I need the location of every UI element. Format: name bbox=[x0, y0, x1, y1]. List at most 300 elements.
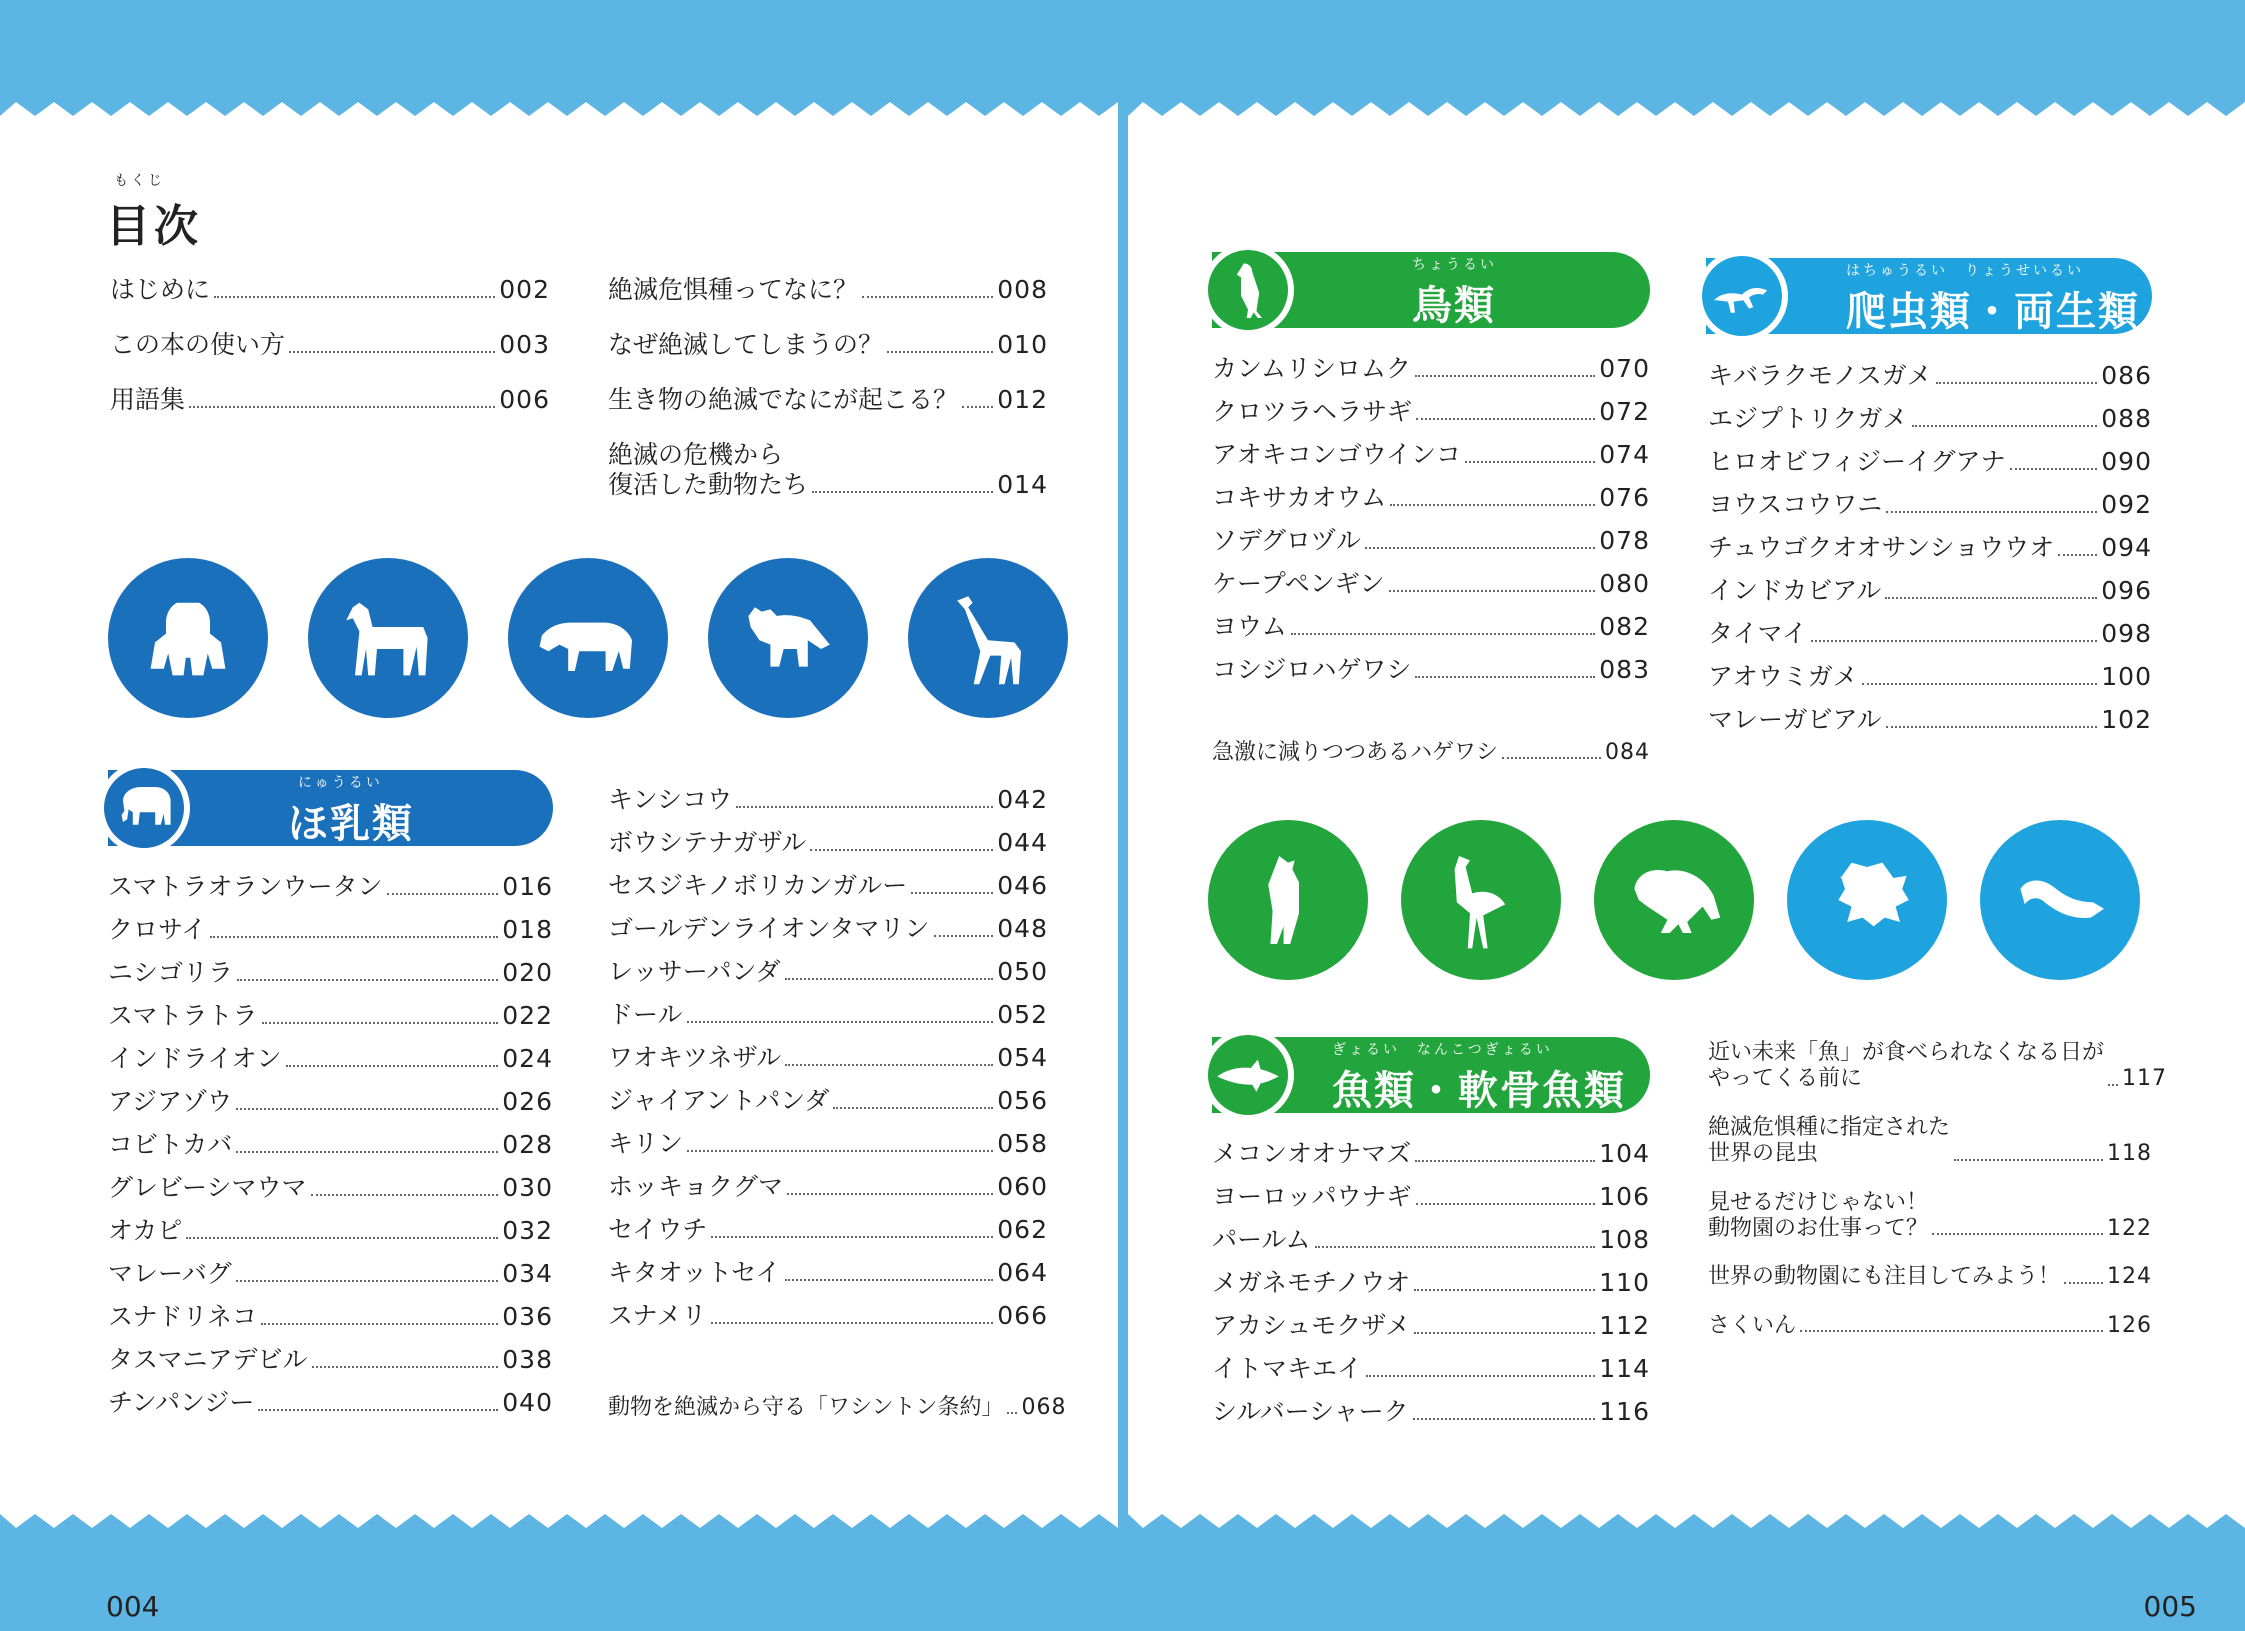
toc-item-page: 034 bbox=[502, 1259, 553, 1288]
dot-leader bbox=[711, 1236, 993, 1238]
toc-item-title: グレビーシマウマ bbox=[108, 1173, 307, 1202]
salamander-icon bbox=[1980, 820, 2140, 980]
top-wave-border bbox=[0, 0, 1118, 140]
toc-item-page: 002 bbox=[499, 275, 550, 304]
toc-item[interactable] bbox=[1212, 1182, 1650, 1212]
toc-item-page: 056 bbox=[997, 1086, 1048, 1115]
toc-item-page: 006 bbox=[499, 385, 550, 414]
toc-item[interactable] bbox=[1212, 655, 1650, 685]
dot-leader bbox=[887, 351, 993, 353]
toc-item-title: ヨーロッパウナギ bbox=[1212, 1182, 1412, 1211]
toc-item-title: インドカビアル bbox=[1708, 576, 1882, 605]
toc-item[interactable] bbox=[1212, 612, 1650, 642]
fish-title: 魚類・軟骨魚類 bbox=[1332, 1068, 1626, 1114]
toc-item-title: 生き物の絶滅でなにが起こる？ bbox=[608, 385, 959, 414]
dot-leader bbox=[1886, 511, 2097, 513]
toc-item-title bbox=[1708, 1040, 2104, 1093]
toc-item[interactable] bbox=[1212, 569, 1650, 599]
toc-item-page: 058 bbox=[997, 1129, 1048, 1158]
toc-item-title: スマトラトラ bbox=[108, 1001, 258, 1030]
toc-item[interactable] bbox=[1212, 1397, 1650, 1427]
toc-item[interactable] bbox=[108, 872, 553, 902]
dot-leader bbox=[186, 1237, 498, 1239]
toc-item-page: 048 bbox=[997, 914, 1048, 943]
toc-item[interactable] bbox=[1212, 483, 1650, 513]
toc-item-page: 026 bbox=[502, 1087, 553, 1116]
toc-item[interactable] bbox=[108, 1001, 553, 1031]
toc-item[interactable] bbox=[608, 275, 1048, 305]
toc-item[interactable] bbox=[608, 1258, 1048, 1288]
reptiles-title: 爬虫類・両生類 bbox=[1846, 289, 2140, 335]
dot-leader bbox=[1389, 590, 1596, 592]
toc-item-title-line2: 世界の昆虫 bbox=[1708, 1141, 1819, 1167]
toc-item-title: ドール bbox=[608, 1000, 683, 1029]
dot-leader bbox=[1811, 640, 2097, 642]
toc-item-page: 098 bbox=[2101, 619, 2152, 648]
toc-item-title-line2: やってくる前に bbox=[1708, 1066, 1863, 1092]
toc-item-page: 078 bbox=[1599, 526, 1650, 555]
page-number-left: 004 bbox=[106, 1590, 160, 1623]
giraffe-icon bbox=[908, 558, 1068, 718]
toc-item-page: 082 bbox=[1599, 612, 1650, 641]
toc-item[interactable] bbox=[1212, 1268, 1650, 1298]
toc-item-title: カンムリシロムク bbox=[1212, 354, 1412, 383]
toc-item[interactable] bbox=[608, 785, 1048, 815]
dot-leader bbox=[1390, 504, 1595, 506]
toc-item[interactable] bbox=[108, 1345, 553, 1375]
toc-item-title: アカシュモクザメ bbox=[1212, 1311, 1411, 1340]
toc-item[interactable] bbox=[1708, 619, 2152, 649]
toc-item[interactable] bbox=[1708, 576, 2152, 606]
toc-item-title: アオウミガメ bbox=[1708, 662, 1858, 691]
toc-item-page: 012 bbox=[997, 385, 1048, 414]
toc-item-title: ケープペンギン bbox=[1212, 569, 1385, 598]
toc-item-title: パールム bbox=[1212, 1225, 1311, 1254]
birds-title: 鳥類 bbox=[1412, 283, 1496, 329]
right-page bbox=[1128, 0, 2245, 1631]
reptiles-list bbox=[1708, 361, 2152, 748]
toc-item[interactable] bbox=[608, 1043, 1048, 1073]
dot-leader bbox=[833, 1107, 993, 1109]
toc-item-page: 068 bbox=[1021, 1395, 1067, 1420]
toc-item-title-line1: 見せるだけじゃない！ bbox=[1708, 1189, 1929, 1215]
toc-item-title: 絶滅危惧種ってなに？ bbox=[608, 275, 859, 304]
gorilla-icon bbox=[108, 558, 268, 718]
turtle-icon bbox=[1787, 820, 1947, 980]
toc-item[interactable] bbox=[108, 1044, 553, 1074]
toc-item-title bbox=[608, 440, 808, 500]
toc-item-title: ヨウスコウワニ bbox=[1708, 490, 1883, 519]
toc-item-page: 072 bbox=[1599, 397, 1650, 426]
toc-item-title: アジアゾウ bbox=[108, 1087, 233, 1116]
parrot-icon bbox=[1594, 820, 1754, 980]
toc-item-title: セスジキノボリカンガルー bbox=[608, 871, 908, 900]
toc-item-title: 用語集 bbox=[110, 385, 186, 414]
dot-leader bbox=[1862, 683, 2098, 685]
dot-leader bbox=[810, 849, 993, 851]
toc-item[interactable] bbox=[608, 914, 1048, 944]
bear-icon bbox=[708, 558, 868, 718]
toc-item[interactable] bbox=[608, 1172, 1048, 1202]
dot-leader bbox=[261, 1323, 498, 1325]
toc-item-title: タイマイ bbox=[1708, 619, 1808, 648]
toc-item-title bbox=[1708, 1115, 1950, 1168]
toc-item[interactable] bbox=[1708, 1040, 2168, 1093]
toc-item-page: 022 bbox=[502, 1001, 553, 1030]
toc-title-ruby: もくじ bbox=[114, 173, 165, 189]
toc-item-title: イトマキエイ bbox=[1212, 1354, 1363, 1383]
toc-item[interactable] bbox=[108, 1259, 553, 1289]
toc-item-title: メコンオオナマズ bbox=[1212, 1139, 1412, 1168]
toc-item-page: 054 bbox=[997, 1043, 1048, 1072]
toc-item-title: セイウチ bbox=[608, 1215, 708, 1244]
toc-item[interactable] bbox=[1708, 1313, 2152, 1339]
dot-leader bbox=[1315, 1246, 1596, 1248]
dot-leader bbox=[311, 1194, 499, 1196]
shark-icon bbox=[1202, 1029, 1294, 1121]
toc-item-page: 116 bbox=[1599, 1397, 1650, 1426]
page-number-right: 005 bbox=[2143, 1590, 2197, 1623]
elephant-icon bbox=[98, 762, 190, 854]
toc-item-title: マレーガビアル bbox=[1708, 705, 1882, 734]
toc-title bbox=[106, 170, 202, 254]
crane-icon bbox=[1401, 820, 1561, 980]
toc-item-page: 076 bbox=[1599, 483, 1650, 512]
dot-leader bbox=[189, 406, 495, 408]
toc-item[interactable] bbox=[1708, 662, 2152, 692]
toc-item-title: インドライオン bbox=[108, 1044, 282, 1073]
toc-item[interactable] bbox=[1212, 397, 1650, 427]
toc-item[interactable] bbox=[1708, 361, 2152, 391]
toc-item-title: ヨウム bbox=[1212, 612, 1287, 641]
fish-ruby: ぎょるい なんこつぎょるい bbox=[1332, 1042, 1553, 1058]
toc-item[interactable] bbox=[608, 330, 1048, 360]
toc-item[interactable] bbox=[608, 957, 1048, 987]
toc-item-title: キリン bbox=[608, 1129, 684, 1158]
toc-item[interactable] bbox=[108, 1216, 553, 1246]
toc-item-page: 010 bbox=[997, 330, 1048, 359]
toc-item[interactable] bbox=[1212, 526, 1650, 556]
dot-leader bbox=[1416, 418, 1595, 420]
toc-item-page: 100 bbox=[2101, 662, 2152, 691]
toc-item-title: ホッキョクグマ bbox=[608, 1172, 784, 1201]
toc-item-page: 036 bbox=[502, 1302, 553, 1331]
toc-item[interactable] bbox=[608, 440, 1048, 500]
bottom-wave-border bbox=[0, 1490, 1118, 1631]
toc-item[interactable] bbox=[608, 1215, 1048, 1245]
dot-leader bbox=[210, 936, 498, 938]
toc-item-title-line1: 絶滅の危機から bbox=[608, 440, 784, 469]
intro-list-2 bbox=[608, 275, 1048, 500]
toc-item[interactable] bbox=[608, 1129, 1048, 1159]
dot-leader bbox=[214, 296, 495, 298]
dot-leader bbox=[236, 1151, 498, 1153]
toc-item-page: 066 bbox=[997, 1301, 1048, 1330]
dot-leader bbox=[258, 1409, 498, 1411]
toc-item-page: 018 bbox=[502, 915, 553, 944]
dot-leader bbox=[736, 806, 993, 808]
mammals-list-1 bbox=[108, 872, 553, 1431]
toc-item-title: はじめに bbox=[110, 275, 211, 304]
dot-leader bbox=[785, 978, 994, 980]
dot-leader bbox=[934, 935, 994, 937]
toc-item-page: 014 bbox=[997, 470, 1048, 499]
toc-item-title: スマトラオランウータン bbox=[108, 872, 383, 901]
toc-item-page: 084 bbox=[1605, 740, 1650, 765]
toc-item[interactable] bbox=[1708, 1190, 2152, 1243]
dot-leader bbox=[1415, 676, 1595, 678]
dot-leader bbox=[1465, 461, 1595, 463]
toc-item-page: 102 bbox=[2101, 705, 2152, 734]
toc-item-title-line2: 動物園のお仕事って？ bbox=[1708, 1215, 1929, 1241]
toc-item[interactable] bbox=[608, 1395, 1067, 1421]
intro-list bbox=[110, 275, 550, 440]
dot-leader bbox=[785, 1279, 994, 1281]
toc-item-page: 030 bbox=[502, 1173, 553, 1202]
mammals-extra bbox=[608, 1395, 1067, 1421]
toc-item-page: 086 bbox=[2101, 361, 2152, 390]
toc-item[interactable] bbox=[1212, 1354, 1650, 1384]
toc-item-title: コビトカバ bbox=[108, 1130, 233, 1159]
toc-item-page: 032 bbox=[502, 1216, 553, 1245]
birds-banner bbox=[1212, 252, 1650, 328]
toc-item[interactable] bbox=[108, 958, 553, 988]
toc-item-page: 117 bbox=[2122, 1066, 2168, 1092]
dot-leader bbox=[1954, 1159, 2103, 1161]
dot-leader bbox=[1291, 633, 1596, 635]
toc-item-title bbox=[1708, 1190, 1928, 1243]
mammals-ruby: にゅうるい bbox=[298, 775, 383, 791]
toc-item-title: チュウゴクオオサンショウウオ bbox=[1708, 533, 2055, 562]
toc-item-title: ジャイアントパンダ bbox=[608, 1086, 830, 1115]
toc-item[interactable] bbox=[608, 1301, 1048, 1331]
toc-item-title: クロツラヘラサギ bbox=[1212, 397, 1413, 426]
toc-item-page: 074 bbox=[1599, 440, 1650, 469]
dot-leader bbox=[237, 979, 498, 981]
toc-item[interactable] bbox=[1212, 354, 1650, 384]
toc-item[interactable] bbox=[1708, 1115, 2152, 1168]
dot-leader bbox=[911, 892, 993, 894]
toc-item-title: キバラクモノスガメ bbox=[1708, 361, 1932, 390]
toc-item-title: コキサカオウム bbox=[1212, 483, 1387, 512]
toc-item[interactable] bbox=[608, 828, 1048, 858]
toc-item-title: オカピ bbox=[108, 1216, 183, 1245]
toc-item[interactable] bbox=[108, 1302, 553, 1332]
birds-extra bbox=[1212, 740, 1650, 766]
toc-item-title: エジプトリクガメ bbox=[1708, 404, 1908, 433]
toc-item-page: 024 bbox=[502, 1044, 553, 1073]
toc-item[interactable] bbox=[110, 330, 550, 360]
toc-item-page: 094 bbox=[2101, 533, 2152, 562]
dot-leader bbox=[1414, 1289, 1595, 1291]
dot-leader bbox=[785, 1064, 993, 1066]
columns-list bbox=[1708, 1040, 2168, 1361]
toc-item[interactable] bbox=[1708, 533, 2152, 563]
toc-item-page: 052 bbox=[997, 1000, 1048, 1029]
toc-item-page: 064 bbox=[997, 1258, 1048, 1287]
toc-item[interactable] bbox=[108, 1130, 553, 1160]
dot-leader bbox=[687, 1021, 994, 1023]
toc-item[interactable] bbox=[108, 1388, 553, 1418]
toc-item-page: 062 bbox=[997, 1215, 1048, 1244]
toc-item-page: 092 bbox=[2101, 490, 2152, 519]
dot-leader bbox=[1912, 425, 2098, 427]
toc-item-page: 114 bbox=[1599, 1354, 1650, 1383]
toc-item-page: 003 bbox=[499, 330, 550, 359]
lizard-icon bbox=[1696, 250, 1788, 342]
top-wave-border bbox=[1128, 0, 2245, 140]
dot-leader bbox=[1936, 382, 2098, 384]
dot-leader bbox=[962, 406, 993, 408]
dot-leader bbox=[262, 1022, 499, 1024]
toc-item[interactable] bbox=[110, 275, 550, 305]
toc-item-title: コシジロハゲワシ bbox=[1212, 655, 1412, 684]
dot-leader bbox=[2058, 554, 2097, 556]
toc-item[interactable] bbox=[1212, 740, 1650, 766]
toc-item[interactable] bbox=[1212, 1225, 1650, 1255]
toc-item[interactable] bbox=[1708, 490, 2152, 520]
toc-item-title: ニシゴリラ bbox=[108, 958, 234, 987]
toc-item-page: 080 bbox=[1599, 569, 1650, 598]
bottom-wave-border bbox=[1128, 1490, 2245, 1631]
dot-leader bbox=[1502, 757, 1601, 759]
dot-leader bbox=[1414, 1332, 1595, 1334]
dot-leader bbox=[1413, 1418, 1596, 1420]
toc-item-title: キンシコウ bbox=[608, 785, 733, 814]
toc-item-title: さくいん bbox=[1708, 1312, 1797, 1338]
toc-item-page: 126 bbox=[2107, 1312, 2152, 1338]
reptiles-banner bbox=[1706, 258, 2152, 334]
toc-item-page: 124 bbox=[2107, 1264, 2152, 1290]
dot-leader bbox=[1007, 1412, 1017, 1414]
toc-item-page: 008 bbox=[997, 275, 1048, 304]
dot-leader bbox=[236, 1280, 499, 1282]
toc-item-title: シルバーシャーク bbox=[1212, 1397, 1409, 1426]
dot-leader bbox=[1415, 375, 1595, 377]
toc-item-page: 016 bbox=[502, 872, 553, 901]
toc-item-page: 060 bbox=[997, 1172, 1048, 1201]
dot-leader bbox=[1800, 1330, 2103, 1332]
fish-banner bbox=[1212, 1037, 1650, 1113]
toc-item-title: キタオットセイ bbox=[608, 1258, 781, 1287]
toc-item-title: メガネモチノウオ bbox=[1212, 1268, 1411, 1297]
birds-ruby: ちょうるい bbox=[1412, 257, 1497, 273]
mammal-icons bbox=[108, 558, 1068, 718]
toc-item[interactable] bbox=[1212, 1139, 1650, 1169]
toc-item-title: なぜ絶滅してしまうの？ bbox=[608, 330, 884, 359]
toc-item-title: ワオキツネザル bbox=[608, 1043, 782, 1072]
dot-leader bbox=[711, 1322, 994, 1324]
toc-item-page: 042 bbox=[997, 785, 1048, 814]
dot-leader bbox=[1886, 726, 2098, 728]
fish-list bbox=[1212, 1139, 1650, 1440]
tapir-icon bbox=[508, 558, 668, 718]
left-page bbox=[0, 0, 1118, 1631]
dot-leader bbox=[286, 1065, 499, 1067]
dot-leader bbox=[1366, 1375, 1595, 1377]
toc-item-page: 122 bbox=[2107, 1215, 2152, 1241]
toc-item[interactable] bbox=[1708, 1264, 2152, 1290]
toc-item[interactable] bbox=[608, 871, 1048, 901]
dot-leader bbox=[312, 1366, 499, 1368]
toc-item-title: アオキコンゴウインコ bbox=[1212, 440, 1462, 469]
mammals-list-2 bbox=[608, 785, 1048, 1344]
toc-item-title: 動物を絶滅から守る「ワシントン条約」 bbox=[608, 1395, 1004, 1420]
dot-leader bbox=[2064, 1282, 2103, 1284]
toc-item[interactable] bbox=[608, 1086, 1048, 1116]
toc-item-page: 046 bbox=[997, 871, 1048, 900]
toc-item-title: マレーバグ bbox=[108, 1259, 232, 1288]
toc-item-page: 096 bbox=[2101, 576, 2152, 605]
toc-item-page: 104 bbox=[1599, 1139, 1650, 1168]
toc-item-page: 108 bbox=[1599, 1225, 1650, 1254]
toc-item-title: ボウシテナガザル bbox=[608, 828, 807, 857]
dot-leader bbox=[1932, 1233, 2103, 1235]
toc-item-page: 088 bbox=[2101, 404, 2152, 433]
toc-item[interactable] bbox=[108, 1173, 553, 1203]
dot-leader bbox=[687, 1150, 993, 1152]
toc-item[interactable] bbox=[608, 1000, 1048, 1030]
toc-item-title: ヒロオビフィジーイグアナ bbox=[1708, 447, 2006, 476]
toc-item-page: 112 bbox=[1599, 1311, 1650, 1340]
cockatoo-icon bbox=[1208, 820, 1368, 980]
toc-item[interactable] bbox=[608, 385, 1048, 415]
toc-item-title: 世界の動物園にも注目してみよう！ bbox=[1708, 1264, 2061, 1290]
toc-item[interactable] bbox=[1708, 404, 2152, 434]
toc-item-page: 050 bbox=[997, 957, 1048, 986]
reptiles-ruby: はちゅうるい りょうせいるい bbox=[1846, 263, 2084, 279]
dot-leader bbox=[2010, 468, 2098, 470]
toc-item-title: ソデグロヅル bbox=[1212, 526, 1362, 555]
toc-item-title: 急激に減りつつあるハゲワシ bbox=[1212, 740, 1499, 765]
toc-item-title-line2: 復活した動物たち bbox=[608, 470, 809, 499]
toc-item-page: 118 bbox=[2107, 1141, 2152, 1167]
toc-item[interactable] bbox=[1708, 705, 2152, 735]
toc-item-title: ゴールデンライオンタマリン bbox=[608, 914, 930, 943]
toc-item-title: スナメリ bbox=[608, 1301, 707, 1330]
dot-leader bbox=[1416, 1203, 1596, 1205]
bird-reptile-icons bbox=[1208, 820, 2140, 980]
toc-item-page: 040 bbox=[502, 1388, 553, 1417]
toc-item[interactable] bbox=[1212, 440, 1650, 470]
dot-leader bbox=[787, 1193, 993, 1195]
toc-item[interactable] bbox=[108, 1087, 553, 1117]
toc-item[interactable] bbox=[1212, 1311, 1650, 1341]
toc-item-page: 090 bbox=[2101, 447, 2152, 476]
mammals-banner bbox=[108, 770, 553, 846]
toc-item[interactable] bbox=[1708, 447, 2152, 477]
bird-icon bbox=[1202, 244, 1294, 336]
dot-leader bbox=[289, 351, 495, 353]
toc-item-title: チンパンジー bbox=[108, 1388, 255, 1417]
toc-item-title-line1: 近い未来「魚」が食べられなくなる日が bbox=[1708, 1040, 2105, 1065]
toc-item-page: 070 bbox=[1599, 354, 1650, 383]
dot-leader bbox=[862, 296, 993, 298]
birds-list bbox=[1212, 354, 1650, 698]
toc-item-page: 044 bbox=[997, 828, 1048, 857]
dot-leader bbox=[812, 491, 993, 493]
toc-item[interactable] bbox=[108, 915, 553, 945]
toc-item-title: タスマニアデビル bbox=[108, 1345, 308, 1374]
toc-item-page: 028 bbox=[502, 1130, 553, 1159]
dot-leader bbox=[236, 1108, 498, 1110]
toc-item-title: スナドリネコ bbox=[108, 1302, 258, 1331]
toc-title-main: 目次 bbox=[106, 201, 202, 252]
toc-item-title-line1: 絶滅危惧種に指定された bbox=[1708, 1114, 1951, 1140]
toc-item-page: 106 bbox=[1599, 1182, 1650, 1211]
toc-item[interactable] bbox=[110, 385, 550, 415]
mammals-title: ほ乳類 bbox=[288, 801, 414, 847]
